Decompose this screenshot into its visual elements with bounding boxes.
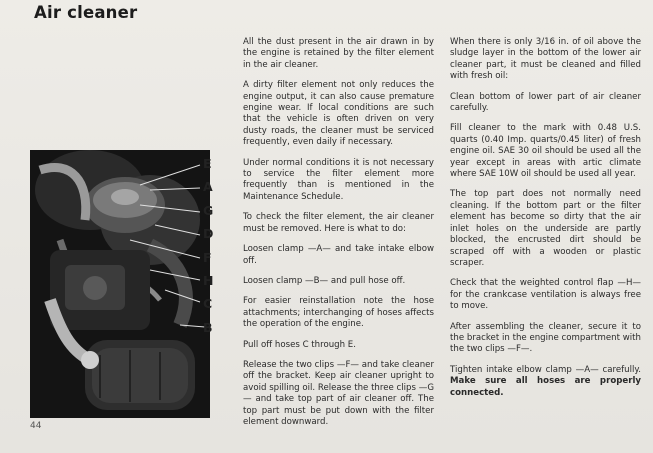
paragraph: The top part does not normally need cleaning. If the bottom part or the filter element has become so dirty that the air inlet holes on the underside are partly blocked, the encrusted dirt should be scraped off with a wooden or plastic scraper. (450, 189, 641, 268)
paragraph: After assembling the cleaner, secure it to the bracket in the engine compartment with the two clips —F—. (450, 321, 641, 355)
callout-h: H (203, 273, 214, 288)
paragraph: Pull off hoses C through E. (243, 339, 356, 350)
paragraph: For easier reinstallation note the hose attachments; interchanging of hoses affects the operation of the engine. (243, 296, 434, 330)
paragraph: Release the two clips —F— and take cleaner off the bracket. Keep air cleaner upright to avoid spilling oil. Release the three clips —G— and take top part of air cleaner off. The top part must be put down with the filter element downward. (243, 359, 434, 427)
paragraph (450, 365, 641, 399)
text-column-right (450, 37, 641, 408)
callout-b: B (203, 320, 213, 335)
page-title: Air cleaner (34, 3, 138, 22)
callout-d: D (203, 226, 214, 241)
callout-a: A (203, 179, 213, 194)
paragraph: Loosen clamp —B— and pull hose off. (243, 275, 406, 286)
callout-g: G (203, 203, 214, 218)
paragraph: Under normal conditions it is not necessary to service the filter element more frequently than is mentioned in the Maintenance Schedule. (243, 157, 434, 202)
warning-text: Make sure all hoses are properly connected. (450, 376, 641, 398)
paragraph: Clean bottom of lower part of air cleaner carefully. (450, 91, 641, 114)
paragraph: A dirty filter element not only reduces the engine output, it can also cause premature engine wear. If local conditions are such that the vehicle is often driven on very dusty roads, the cleaner must be serviced frequently, even daily if necessary. (243, 80, 434, 148)
paragraph: To check the filter element, the air cleaner must be removed. Here is what to do: (243, 212, 434, 234)
paragraph-text: Tighten intake elbow clamp —A— carefully. (450, 364, 641, 375)
callout-c: C (203, 296, 213, 311)
paragraph: When there is only 3/16 in. of oil above the sludge layer in the bottom of the lower air cleaner part, it must be cleaned and filled with fresh oil: (450, 37, 641, 82)
engine-photo (30, 150, 213, 418)
text-column-left (243, 37, 434, 437)
paragraph: Check that the weighted control flap —H— for the crankcase ventilation is always free to move. (450, 278, 641, 312)
paragraph: Loosen clamp —A— and take intake elbow off. (243, 244, 434, 266)
page-number: 44 (30, 421, 42, 431)
paragraph: Fill cleaner to the mark with 0.48 U.S. quarts (0.40 Imp. quarts/0.45 liter) of fresh engine oil. SAE 30 oil should be used all the year except in areas with artic climate where SAE 10W oil should be used all year. (450, 123, 641, 180)
callout-f: F (203, 250, 212, 265)
paragraph: All the dust present in the air drawn in by the engine is retained by the filter element in the air cleaner. (243, 37, 434, 70)
callout-e: E (203, 156, 212, 171)
engine-photo-drawing (30, 150, 213, 418)
